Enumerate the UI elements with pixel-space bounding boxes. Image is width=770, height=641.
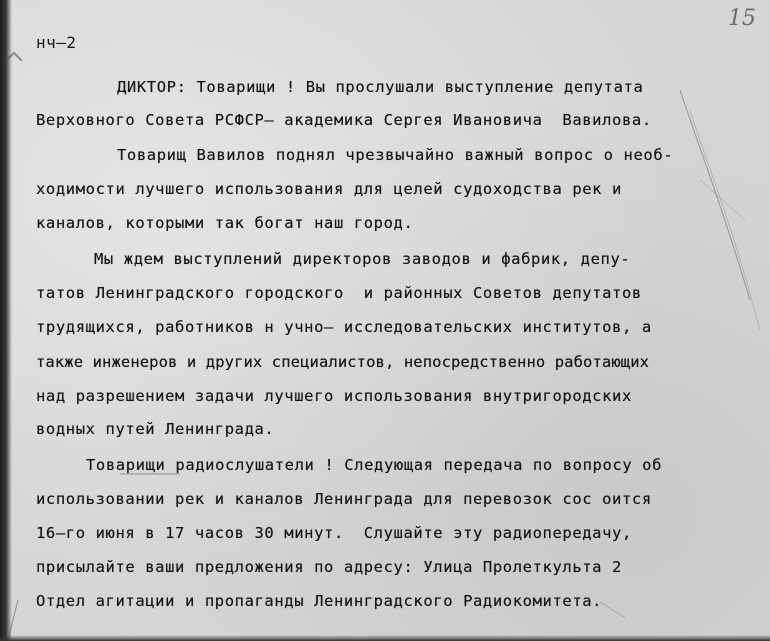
pencil-stroke [680, 90, 750, 300]
text-line: Отдел агитации и пропаганды Ленинградского Радиокомитета. [36, 592, 603, 610]
scan-edge-left [0, 0, 12, 641]
text-line: Товарищ Вавилов поднял чрезвычайно важный вопрос о необ- [117, 146, 674, 164]
text-line: татов Ленинградского городского и районных Советов депутатов [36, 284, 642, 302]
pencil-stroke [700, 180, 745, 220]
text-line: Верховного Совета РСФСР– академика Сергея Ивановича Вавилова. [36, 111, 652, 129]
text-line: Товарищи радиослушатели ! Следующая передача по вопросу об [86, 456, 663, 474]
text-line: трудящихся, работников н учно– исследовательских институтов, а [36, 318, 652, 336]
pencil-stroke [690, 110, 760, 330]
text-line: ДИКТОР: Товарищи ! Вы прослушали выступление депутата [117, 78, 644, 96]
scan-edge-bottom [0, 635, 770, 641]
text-line: водных путей Ленинграда. [36, 420, 275, 438]
text-line: 16–го июня в 17 часов 30 минут. Слушайте эту радиопередачу, [36, 524, 632, 542]
text-line: также инженеров и других специалистов, непосредственно работающих [36, 353, 650, 371]
document-code: нч–2 [36, 33, 77, 52]
text-line: ходимости лучшего использования для целей судоходства рек и [36, 180, 622, 198]
text-line: присылайте ваши предложения по адресу: Улица Пролеткульта 2 [36, 558, 622, 576]
text-line: над разрешением задачи лучшего использования внутригородских [36, 387, 632, 405]
text-line: Мы ждем выступлений директоров заводов и фабрик, депу- [94, 250, 631, 268]
text-line: каналов, которыми так богат наш город. [36, 214, 414, 232]
handwritten-page-number: 15 [728, 6, 756, 31]
pencil-stroke [600, 602, 625, 618]
text-line: использовании рек и каналов Ленинграда для перевозок сос оится [36, 490, 652, 508]
